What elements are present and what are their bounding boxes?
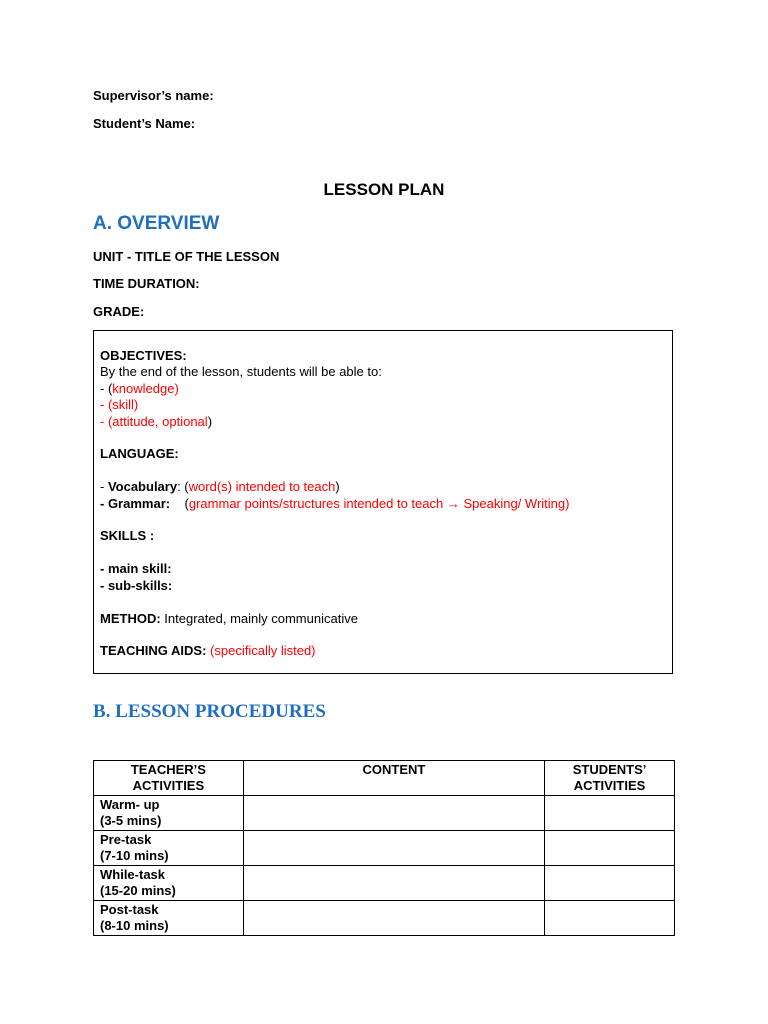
procedures-table	[93, 760, 675, 936]
objective-knowledge: - (knowledge)	[100, 380, 179, 396]
table-header-row	[94, 761, 675, 796]
time-duration-label: TIME DURATION:	[93, 276, 200, 291]
teaching-aids-line: TEACHING AIDS: (specifically listed)	[100, 643, 316, 659]
grammar-line: - Grammar: (grammar points/structures intended to teach → Speaking/ Writing)	[100, 495, 570, 511]
grade-label: GRADE:	[93, 304, 145, 319]
students-activities-cell	[545, 831, 675, 866]
procedures-heading: B. LESSON PROCEDURES	[93, 701, 326, 722]
method-line: METHOD: Integrated, mainly communicative	[100, 610, 358, 626]
column-header-content: CONTENT	[243, 761, 544, 796]
language-label: LANGUAGE:	[100, 446, 179, 462]
stage-cell: While-task (15-20 mins)	[94, 866, 244, 901]
sub-skills-label: - sub-skills:	[100, 577, 173, 593]
table-row	[94, 796, 675, 831]
students-activities-cell	[545, 866, 675, 901]
arrow-right-icon: →	[446, 495, 460, 511]
column-header-teacher-activities: TEACHER’S ACTIVITIES	[94, 761, 244, 796]
skills-label: SKILLS :	[100, 528, 155, 544]
stage-cell: Warm- up (3-5 mins)	[94, 796, 244, 831]
main-skill-label: - main skill:	[100, 561, 172, 577]
page-title: LESSON PLAN	[323, 180, 445, 199]
objectives-box	[93, 330, 673, 674]
table-row	[94, 901, 675, 936]
content-cell	[243, 796, 544, 831]
objective-attitude: - (attitude, optional)	[100, 413, 213, 429]
stage-cell: Pre-task (7-10 mins)	[94, 831, 244, 866]
objectives-label: OBJECTIVES:	[100, 348, 187, 363]
students-activities-cell	[545, 901, 675, 936]
supervisor-name-label: Supervisor’s name:	[93, 88, 214, 103]
objectives-intro: By the end of the lesson, students will be able to:	[100, 364, 382, 380]
overview-heading: A. OVERVIEW	[93, 213, 220, 234]
unit-title-label: UNIT - TITLE OF THE LESSON	[93, 249, 280, 264]
content-cell	[243, 831, 544, 866]
table-row	[94, 866, 675, 901]
content-cell	[243, 901, 544, 936]
student-name-label: Student’s Name:	[93, 116, 196, 131]
vocabulary-line: - Vocabulary: (word(s) intended to teach)	[100, 479, 340, 495]
column-header-students-activities: STUDENTS’ ACTIVITIES	[545, 761, 675, 796]
content-cell	[243, 866, 544, 901]
students-activities-cell	[545, 796, 675, 831]
objective-skill: - (skill)	[100, 397, 139, 413]
table-row	[94, 831, 675, 866]
stage-cell: Post-task (8-10 mins)	[94, 901, 244, 936]
